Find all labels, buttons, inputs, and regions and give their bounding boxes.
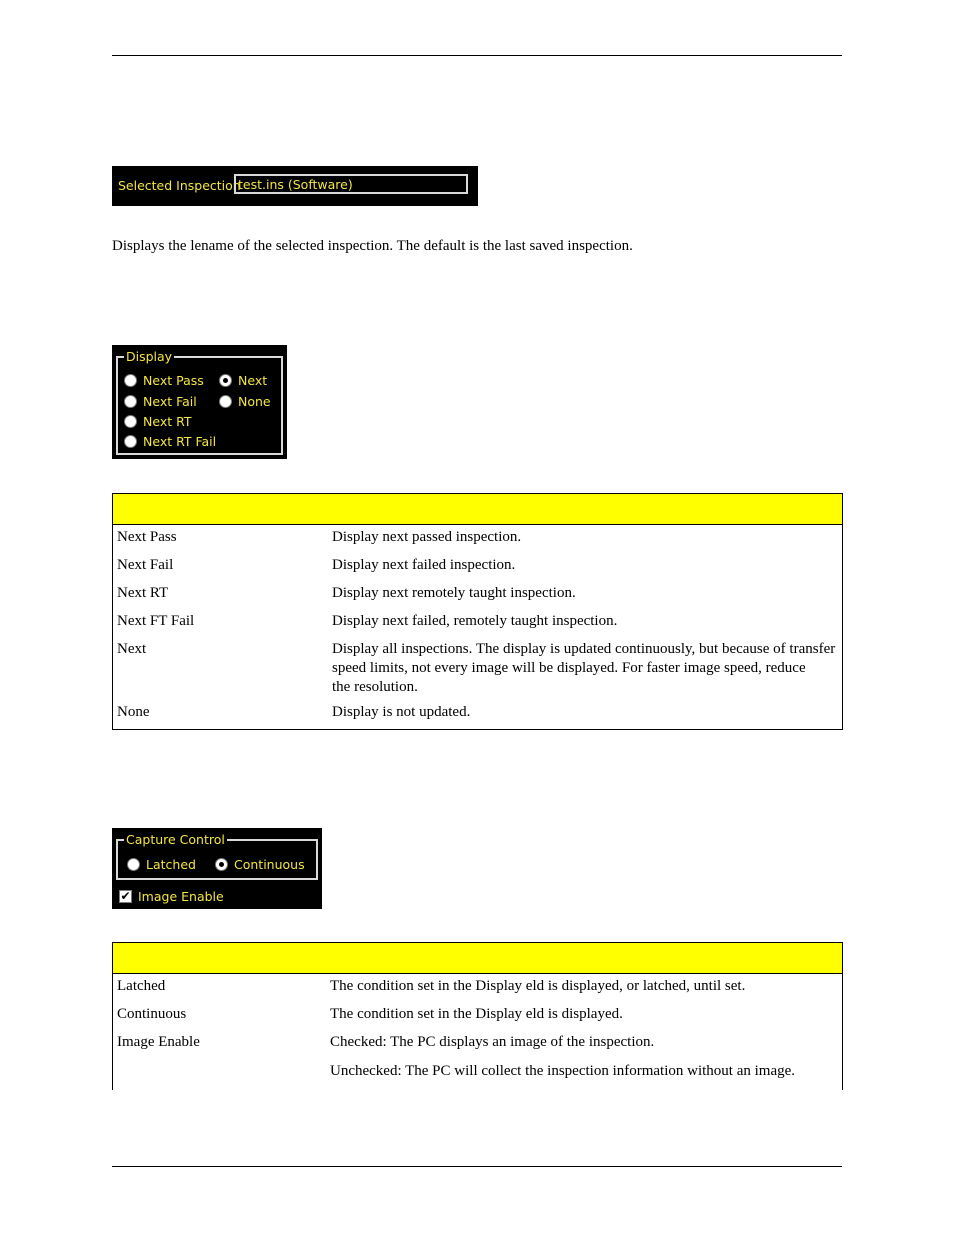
table-cell-desc: Unchecked: The PC will collect the inspection information without an image. (330, 1063, 796, 1079)
table-cell-desc-line: the resolution. (332, 679, 418, 695)
capture-control-group (116, 832, 318, 880)
radio-next-rt-fail-icon (124, 435, 137, 448)
display-group (116, 349, 283, 455)
table-row (113, 556, 842, 584)
table-row (113, 1033, 842, 1062)
table-row (113, 1062, 842, 1090)
image-enable-checkbox[interactable] (119, 889, 224, 904)
table-cell-term: None (117, 704, 150, 720)
radio-none-icon (219, 395, 232, 408)
table-row (113, 703, 842, 731)
table-cell-term: Next (117, 641, 147, 657)
table-cell-desc: The condition set in the Display eld is displayed. (330, 1006, 623, 1022)
capture-control-panel (112, 828, 322, 909)
table-cell-desc: Display next passed inspection. (332, 529, 522, 545)
table-row (113, 612, 842, 640)
table-cell-desc: Display next failed, remotely taught inspection. (332, 613, 618, 629)
radio-next-pass-icon (124, 374, 137, 387)
table-row (113, 584, 842, 612)
radio-next-fail[interactable] (124, 394, 197, 409)
selected-inspection-label: Selected Inspection (118, 178, 241, 193)
radio-next-fail-icon (124, 395, 137, 408)
display-legend: Display (126, 349, 173, 364)
table-cell-desc: Checked: The PC displays an image of the inspection. (330, 1034, 655, 1050)
table-cell-desc: Display next failed inspection. (332, 557, 516, 573)
table-row (113, 1005, 842, 1033)
table-cell-term: Next Fail (117, 557, 174, 573)
checkmark-icon: ✔ (120, 889, 131, 903)
radio-latched-label: Latched (146, 857, 196, 872)
table-cell-term: Next RT (117, 585, 169, 601)
capture-control-legend: Capture Control (126, 832, 225, 847)
capture-table-header (113, 943, 842, 974)
table-cell-term: Continuous (117, 1006, 187, 1022)
table-cell-term: Latched (117, 978, 166, 994)
display-table-header (113, 494, 842, 525)
radio-next-pass[interactable] (124, 373, 204, 388)
image-enable-label: Image Enable (138, 889, 224, 904)
radio-none[interactable] (219, 394, 271, 409)
radio-next-rt-fail-label: Next RT Fail (143, 434, 217, 449)
table-row (113, 528, 842, 556)
table-cell-term: Next FT Fail (117, 613, 195, 629)
radio-next-rt-icon (124, 415, 137, 428)
selected-inspection-panel (112, 166, 478, 206)
table-row (113, 977, 842, 1005)
capture-options-table (112, 942, 843, 1090)
table-row (113, 640, 842, 706)
display-options-table (112, 493, 843, 730)
radio-next-rt[interactable] (124, 414, 192, 429)
table-cell-desc-line: speed limits, not every image will be displayed. For faster image speed, reduce (332, 660, 806, 676)
selected-inspection-value: test.ins (Software) (238, 177, 353, 192)
table-cell-desc-line: Display all inspections. The display is updated continuously, but because of transfer (332, 641, 836, 657)
selected-inspection-field[interactable] (234, 174, 468, 194)
radio-next-pass-label: Next Pass (143, 373, 204, 388)
selected-inspection-description: Displays the lename of the selected inspection. The default is the last saved inspection. (112, 238, 633, 254)
radio-continuous-selected-icon (215, 858, 228, 871)
display-panel (112, 345, 287, 459)
radio-latched-icon (127, 858, 140, 871)
table-cell-desc: The condition set in the Display eld is displayed, or latched, until set. (330, 978, 746, 994)
radio-next-fail-label: Next Fail (143, 394, 197, 409)
radio-latched[interactable] (127, 857, 196, 872)
radio-next-rt-label: Next RT (143, 414, 192, 429)
radio-next-rt-fail[interactable] (124, 434, 216, 449)
radio-none-label: None (238, 394, 271, 409)
header-rule (112, 55, 842, 56)
table-cell-term: Image Enable (117, 1034, 200, 1050)
radio-continuous-label: Continuous (234, 857, 305, 872)
table-cell-desc: Display next remotely taught inspection. (332, 585, 576, 601)
table-cell-term: Next Pass (117, 529, 177, 545)
radio-next-label: Next (238, 373, 268, 388)
table-cell-desc: Display is not updated. (332, 704, 471, 720)
radio-next-selected-icon (219, 374, 232, 387)
footer-rule (112, 1166, 842, 1167)
radio-next[interactable] (219, 373, 267, 388)
radio-continuous[interactable] (215, 857, 305, 872)
